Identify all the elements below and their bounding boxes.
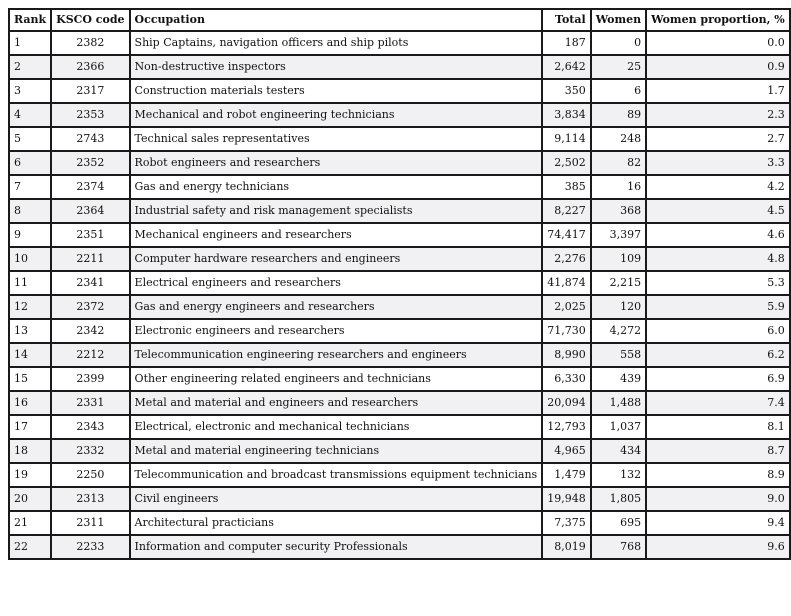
cell-ksco-code: 2399 <box>51 367 129 391</box>
cell-ksco-code: 2366 <box>51 55 129 79</box>
header-occupation: Occupation <box>130 9 543 31</box>
cell-women-proportion: 3.3 <box>646 151 790 175</box>
table-row <box>9 175 790 199</box>
cell-occupation: Gas and energy technicians <box>130 175 543 199</box>
cell-rank: 15 <box>9 367 51 391</box>
table-row <box>9 31 790 55</box>
cell-rank: 6 <box>9 151 51 175</box>
cell-women: 0 <box>591 31 646 55</box>
cell-total: 2,502 <box>542 151 591 175</box>
cell-rank: 8 <box>9 199 51 223</box>
table-row <box>9 247 790 271</box>
cell-occupation: Telecommunication engineering researchers and engineers <box>130 343 543 367</box>
cell-rank: 14 <box>9 343 51 367</box>
header-women: Women <box>591 9 646 31</box>
cell-women: 439 <box>591 367 646 391</box>
cell-occupation: Metal and material and engineers and researchers <box>130 391 543 415</box>
cell-occupation: Computer hardware researchers and engineers <box>130 247 543 271</box>
table-row <box>9 415 790 439</box>
cell-women: 25 <box>591 55 646 79</box>
cell-women: 89 <box>591 103 646 127</box>
cell-women: 248 <box>591 127 646 151</box>
cell-women: 768 <box>591 535 646 559</box>
cell-women: 6 <box>591 79 646 103</box>
table-row <box>9 151 790 175</box>
cell-women-proportion: 9.0 <box>646 487 790 511</box>
cell-rank: 17 <box>9 415 51 439</box>
cell-ksco-code: 2353 <box>51 103 129 127</box>
cell-women: 1,488 <box>591 391 646 415</box>
cell-total: 2,642 <box>542 55 591 79</box>
cell-total: 187 <box>542 31 591 55</box>
cell-occupation: Electrical engineers and researchers <box>130 271 543 295</box>
header-ksco-code: KSCO code <box>51 9 129 31</box>
cell-rank: 20 <box>9 487 51 511</box>
cell-total: 8,227 <box>542 199 591 223</box>
cell-women-proportion: 0.0 <box>646 31 790 55</box>
cell-total: 9,114 <box>542 127 591 151</box>
cell-women-proportion: 0.9 <box>646 55 790 79</box>
table-row <box>9 199 790 223</box>
cell-total: 4,965 <box>542 439 591 463</box>
cell-ksco-code: 2311 <box>51 511 129 535</box>
cell-ksco-code: 2374 <box>51 175 129 199</box>
cell-rank: 7 <box>9 175 51 199</box>
cell-total: 3,834 <box>542 103 591 127</box>
cell-total: 1,479 <box>542 463 591 487</box>
cell-occupation: Electrical, electronic and mechanical technicians <box>130 415 543 439</box>
cell-women: 434 <box>591 439 646 463</box>
cell-women: 3,397 <box>591 223 646 247</box>
table-row <box>9 391 790 415</box>
cell-rank: 4 <box>9 103 51 127</box>
cell-women-proportion: 6.2 <box>646 343 790 367</box>
cell-women-proportion: 8.1 <box>646 415 790 439</box>
cell-occupation: Electronic engineers and researchers <box>130 319 543 343</box>
table-row <box>9 367 790 391</box>
header-total: Total <box>542 9 591 31</box>
cell-women: 558 <box>591 343 646 367</box>
cell-ksco-code: 2313 <box>51 487 129 511</box>
table-row <box>9 511 790 535</box>
cell-occupation: Other engineering related engineers and technicians <box>130 367 543 391</box>
cell-rank: 1 <box>9 31 51 55</box>
cell-women: 2,215 <box>591 271 646 295</box>
cell-rank: 21 <box>9 511 51 535</box>
cell-total: 74,417 <box>542 223 591 247</box>
cell-occupation: Architectural practicians <box>130 511 543 535</box>
cell-occupation: Gas and energy engineers and researchers <box>130 295 543 319</box>
cell-occupation: Information and computer security Professionals <box>130 535 543 559</box>
table-header <box>9 9 790 31</box>
table-row <box>9 55 790 79</box>
table-row <box>9 535 790 559</box>
cell-rank: 13 <box>9 319 51 343</box>
cell-ksco-code: 2233 <box>51 535 129 559</box>
cell-rank: 22 <box>9 535 51 559</box>
cell-total: 20,094 <box>542 391 591 415</box>
cell-ksco-code: 2352 <box>51 151 129 175</box>
table-row <box>9 463 790 487</box>
table-row <box>9 103 790 127</box>
cell-rank: 19 <box>9 463 51 487</box>
cell-occupation: Non-destructive inspectors <box>130 55 543 79</box>
cell-occupation: Metal and material engineering technicians <box>130 439 543 463</box>
cell-women-proportion: 8.9 <box>646 463 790 487</box>
occupation-table <box>8 8 791 560</box>
cell-women-proportion: 9.6 <box>646 535 790 559</box>
cell-ksco-code: 2212 <box>51 343 129 367</box>
cell-women-proportion: 9.4 <box>646 511 790 535</box>
cell-occupation: Robot engineers and researchers <box>130 151 543 175</box>
cell-women-proportion: 6.0 <box>646 319 790 343</box>
table-row <box>9 343 790 367</box>
cell-women: 695 <box>591 511 646 535</box>
cell-women: 82 <box>591 151 646 175</box>
table-row <box>9 295 790 319</box>
cell-occupation: Technical sales representatives <box>130 127 543 151</box>
cell-rank: 5 <box>9 127 51 151</box>
cell-women: 4,272 <box>591 319 646 343</box>
cell-rank: 9 <box>9 223 51 247</box>
cell-women: 1,805 <box>591 487 646 511</box>
cell-rank: 16 <box>9 391 51 415</box>
cell-occupation: Mechanical and robot engineering technicians <box>130 103 543 127</box>
cell-total: 71,730 <box>542 319 591 343</box>
cell-total: 350 <box>542 79 591 103</box>
cell-women-proportion: 4.6 <box>646 223 790 247</box>
cell-ksco-code: 2317 <box>51 79 129 103</box>
cell-rank: 2 <box>9 55 51 79</box>
cell-women-proportion: 4.5 <box>646 199 790 223</box>
cell-women: 109 <box>591 247 646 271</box>
header-rank: Rank <box>9 9 51 31</box>
table-container <box>8 8 791 560</box>
cell-total: 6,330 <box>542 367 591 391</box>
cell-occupation: Civil engineers <box>130 487 543 511</box>
cell-total: 8,990 <box>542 343 591 367</box>
cell-total: 19,948 <box>542 487 591 511</box>
cell-rank: 18 <box>9 439 51 463</box>
cell-ksco-code: 2364 <box>51 199 129 223</box>
cell-total: 7,375 <box>542 511 591 535</box>
cell-occupation: Construction materials testers <box>130 79 543 103</box>
cell-women-proportion: 4.8 <box>646 247 790 271</box>
cell-occupation: Telecommunication and broadcast transmissions equipment technicians <box>130 463 543 487</box>
cell-women-proportion: 5.9 <box>646 295 790 319</box>
cell-total: 2,276 <box>542 247 591 271</box>
cell-total: 385 <box>542 175 591 199</box>
table-row <box>9 439 790 463</box>
cell-total: 41,874 <box>542 271 591 295</box>
cell-ksco-code: 2743 <box>51 127 129 151</box>
cell-ksco-code: 2332 <box>51 439 129 463</box>
cell-ksco-code: 2341 <box>51 271 129 295</box>
cell-women: 368 <box>591 199 646 223</box>
cell-ksco-code: 2211 <box>51 247 129 271</box>
cell-women-proportion: 2.7 <box>646 127 790 151</box>
cell-occupation: Mechanical engineers and researchers <box>130 223 543 247</box>
table-row <box>9 487 790 511</box>
cell-ksco-code: 2342 <box>51 319 129 343</box>
cell-women-proportion: 6.9 <box>646 367 790 391</box>
cell-rank: 3 <box>9 79 51 103</box>
table-row <box>9 223 790 247</box>
cell-women-proportion: 4.2 <box>646 175 790 199</box>
cell-ksco-code: 2382 <box>51 31 129 55</box>
cell-total: 12,793 <box>542 415 591 439</box>
cell-women: 1,037 <box>591 415 646 439</box>
cell-women-proportion: 5.3 <box>646 271 790 295</box>
cell-women-proportion: 8.7 <box>646 439 790 463</box>
cell-rank: 12 <box>9 295 51 319</box>
cell-ksco-code: 2343 <box>51 415 129 439</box>
cell-total: 2,025 <box>542 295 591 319</box>
cell-rank: 11 <box>9 271 51 295</box>
cell-ksco-code: 2250 <box>51 463 129 487</box>
cell-occupation: Industrial safety and risk management specialists <box>130 199 543 223</box>
cell-ksco-code: 2372 <box>51 295 129 319</box>
cell-women: 132 <box>591 463 646 487</box>
table-row <box>9 79 790 103</box>
cell-women-proportion: 7.4 <box>646 391 790 415</box>
cell-ksco-code: 2331 <box>51 391 129 415</box>
table-row <box>9 319 790 343</box>
cell-women: 120 <box>591 295 646 319</box>
table-body <box>9 31 790 559</box>
header-row <box>9 9 790 31</box>
cell-occupation: Ship Captains, navigation officers and ship pilots <box>130 31 543 55</box>
cell-ksco-code: 2351 <box>51 223 129 247</box>
cell-rank: 10 <box>9 247 51 271</box>
cell-women-proportion: 1.7 <box>646 79 790 103</box>
header-women-proportion: Women proportion, % <box>646 9 790 31</box>
cell-total: 8,019 <box>542 535 591 559</box>
table-row <box>9 127 790 151</box>
cell-women: 16 <box>591 175 646 199</box>
table-row <box>9 271 790 295</box>
cell-women-proportion: 2.3 <box>646 103 790 127</box>
